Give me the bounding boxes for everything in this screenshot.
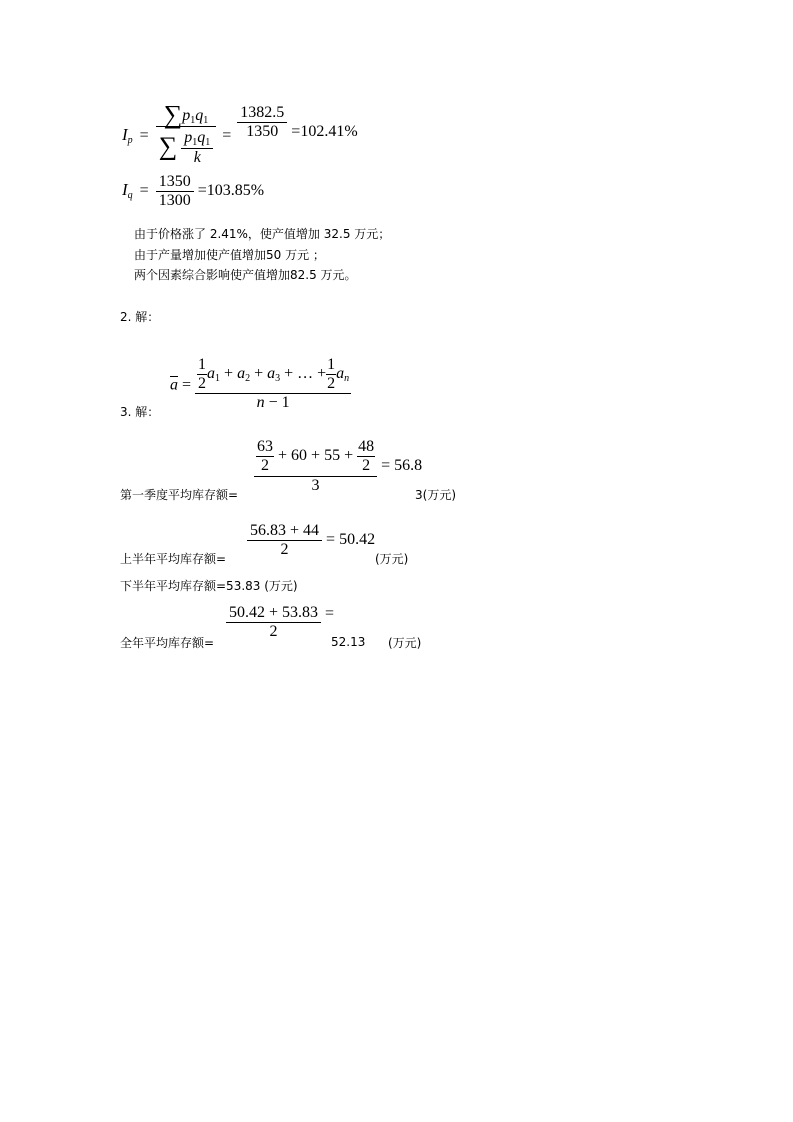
ip-inner-fraction [181, 129, 213, 167]
a1-var: a [207, 365, 216, 383]
a2-var: a [237, 365, 246, 383]
q1-63: 63 [257, 438, 273, 455]
ellipsis: … [297, 365, 314, 383]
half-den-2: 2 [327, 375, 336, 392]
abar-numerator [195, 356, 351, 393]
q1-equals: = [381, 457, 391, 475]
iq-numerator: 1350 [158, 173, 191, 190]
plus-2: + [254, 365, 264, 383]
iq-symbol: I [122, 180, 128, 200]
h1-equals: = [326, 531, 336, 549]
year-label: 全年平均库存额= [120, 636, 215, 650]
abar-equals: = [182, 376, 192, 394]
section-2-label: 2. 解： [120, 310, 160, 324]
ip-subscript: p [127, 135, 133, 146]
half-2 [326, 356, 336, 393]
a3-var: a [267, 365, 276, 383]
an-sub: n [344, 373, 350, 385]
p-sub-den: 1 [192, 137, 198, 149]
year-numerator: 50.42 + 53.83 [229, 604, 319, 621]
q1-fraction [254, 438, 377, 495]
q1-tail: 3(万元) [415, 488, 456, 502]
q1-plus-3: + [344, 447, 354, 465]
iq-subscript: q [127, 190, 133, 202]
iq-denominator: 1300 [156, 191, 194, 210]
ip-value-numerator: 1382.5 [240, 104, 285, 121]
a2-sub: 2 [245, 373, 251, 385]
formula-quantity-index [122, 173, 264, 210]
year-equals: = [325, 605, 335, 623]
q1-48-den: 2 [357, 456, 375, 475]
p-var-den: p [184, 129, 193, 147]
p-var: p [182, 107, 191, 125]
year-result: 52.13 [331, 635, 366, 649]
p-sub: 1 [190, 115, 196, 127]
year-denominator: 2 [226, 622, 321, 641]
q1-denominator: 3 [254, 476, 377, 495]
year-fraction [226, 604, 321, 641]
h1-numerator: 56.83 + 44 [250, 522, 320, 539]
half-num-1: 1 [198, 356, 207, 373]
q1-60: 60 [291, 447, 308, 465]
q1-numerator [254, 438, 377, 476]
formula-h1-average [247, 522, 375, 559]
h1-unit: (万元) [375, 552, 409, 566]
ip-result: 102.41% [300, 123, 358, 140]
an-var: a [336, 365, 345, 383]
ip-symbol: I [122, 125, 128, 144]
ip-value-denominator: 1350 [237, 122, 287, 141]
a-bar: $\overline{a}$ [170, 376, 178, 394]
q1-plus-1: + [278, 447, 288, 465]
h1-result: 50.42 [339, 531, 376, 549]
q-sub-den: 1 [205, 137, 211, 149]
formula-q1-average [254, 438, 422, 495]
q1-plus-2: + [311, 447, 321, 465]
q1-63-den: 2 [256, 456, 274, 475]
half-1 [197, 356, 207, 393]
plus-4: + [317, 365, 327, 383]
q1-result: 56.8 [394, 457, 423, 475]
half-den-1: 2 [198, 375, 207, 392]
section-3-label: 3. 解： [120, 405, 160, 419]
ip-equals: = [139, 127, 149, 144]
year-unit: (万元) [388, 636, 422, 650]
h1-label: 上半年平均库存额= [120, 552, 227, 566]
k-var: k [181, 148, 213, 167]
ip-fraction-denominator [156, 126, 217, 167]
q1-label: 第一季度平均库存额= [120, 488, 239, 502]
abar-denominator [195, 393, 351, 412]
h1-fraction [247, 522, 322, 559]
h2-line: 下半年平均库存额=53.83 (万元) [120, 579, 298, 593]
n-var: n [256, 394, 265, 411]
iq-equals: = [139, 182, 149, 200]
q1-55: 55 [324, 447, 341, 465]
a1-sub: 1 [215, 373, 221, 385]
explanation-line-3: 两个因素综合影响使产值增加82.5 万元。 [134, 268, 357, 282]
iq-equals-2: = [197, 182, 207, 200]
formula-year-average [226, 604, 334, 641]
ip-fraction-main [156, 100, 217, 167]
abar-fraction [195, 356, 351, 412]
ip-equals-2: = [222, 127, 232, 144]
formula-average-chronological [170, 356, 351, 412]
ip-equals-3: = [291, 123, 301, 140]
iq-fraction [156, 173, 194, 210]
formula-price-index [122, 100, 358, 167]
ip-fraction-values [237, 104, 287, 141]
q1-frac-63 [256, 438, 274, 475]
half-num-2: 1 [327, 356, 336, 373]
sum-sign-den: ∑ [158, 132, 178, 161]
ip-fraction-numerator [156, 100, 217, 130]
a3-sub: 3 [275, 373, 281, 385]
plus-1: + [224, 365, 234, 383]
q-var: q [195, 107, 204, 125]
explanation-line-1: 由于价格涨了 2.41%，使产值增加 32.5 万元； [134, 227, 391, 241]
q1-frac-48 [357, 438, 375, 475]
h1-denominator: 2 [247, 540, 322, 559]
sum-sign: ∑ [163, 100, 183, 130]
explanation-line-2: 由于产量增加使产值增加50 万元 ； [134, 248, 325, 262]
iq-result: 103.85% [206, 182, 265, 200]
den-one: 1 [281, 394, 290, 411]
minus-sign: − [268, 394, 278, 411]
plus-3: + [284, 365, 294, 383]
q1-48: 48 [358, 438, 375, 455]
q-sub: 1 [203, 115, 209, 127]
q-var-den: q [197, 129, 206, 147]
